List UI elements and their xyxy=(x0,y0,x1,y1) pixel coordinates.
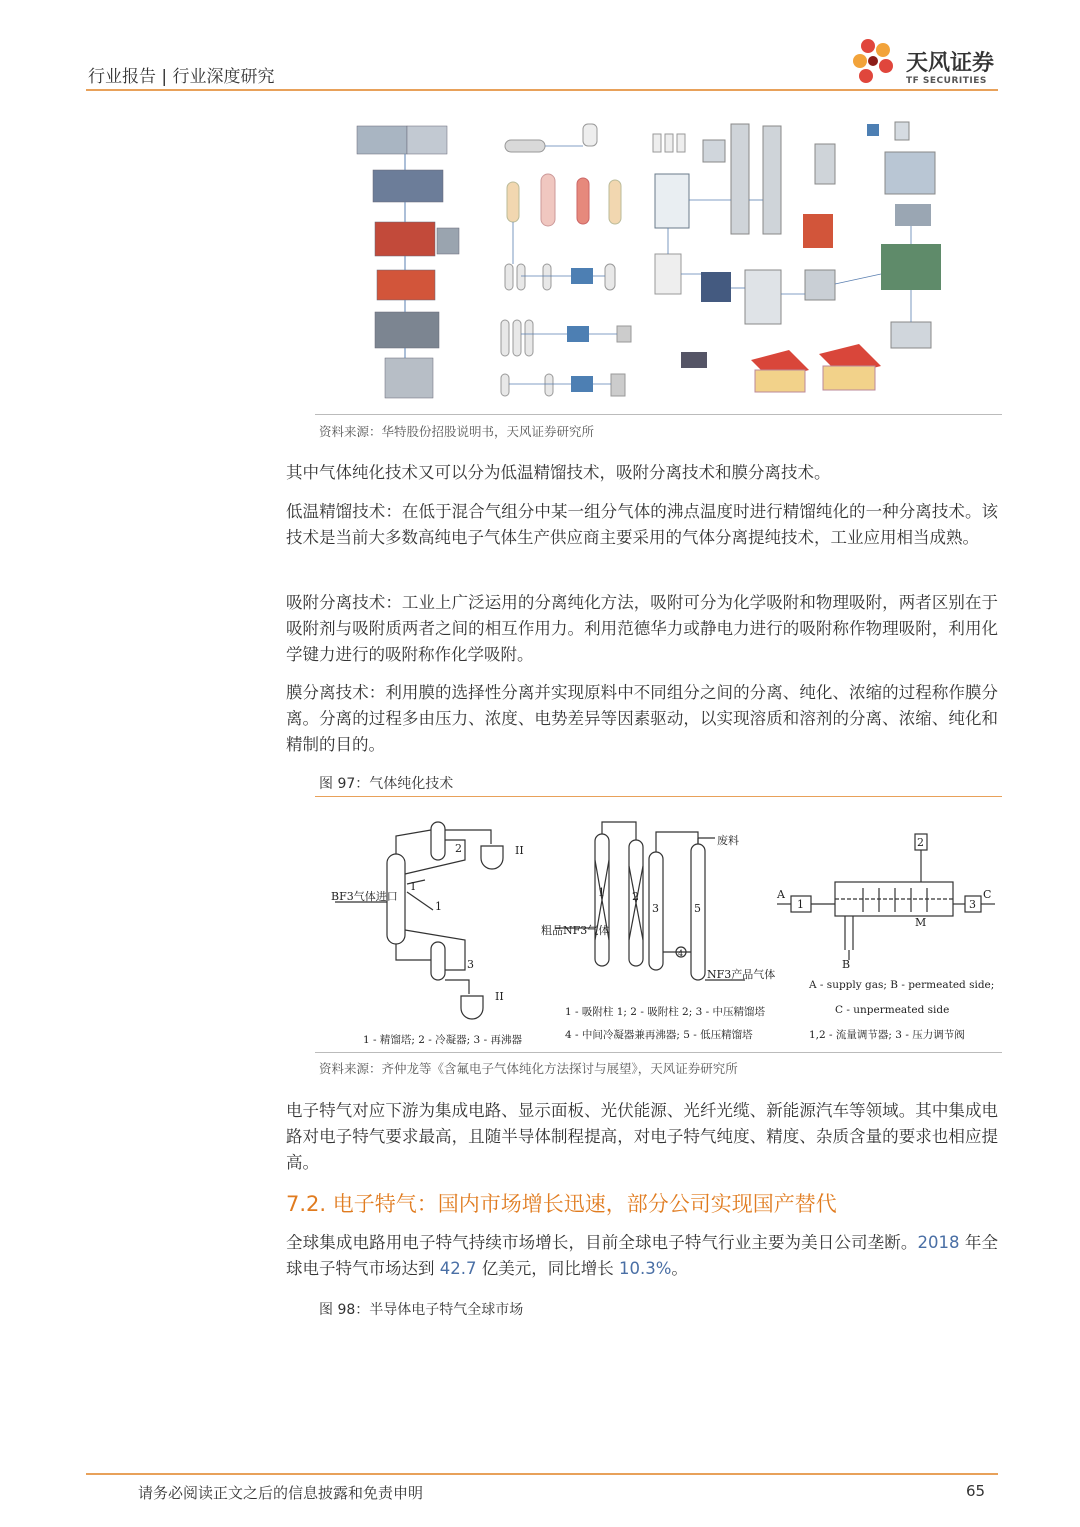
diagram1-label-II-top: II xyxy=(515,844,524,857)
diagram3-label-C: C xyxy=(983,888,992,901)
footer-divider xyxy=(86,1473,998,1475)
process-flow-illustration xyxy=(315,104,1002,410)
paragraph-text: 低温精馏技术：在低于混合气组分中某一组分气体的沸点温度时进行精馏纯化的一种分离技术。该技术是当前大多数高纯电子气体生产供应商主要采用的气体分离提纯技术，工业应用相当成熟。 xyxy=(286,502,998,547)
diagram2-waste-label: 废料 xyxy=(717,834,739,847)
market-sentence-part1: 全球集成电路用电子特气持续市场增长，目前全球电子特气行业主要为美日公司垄断。 xyxy=(286,1233,918,1252)
diagram2-number-3: 3 xyxy=(652,902,659,915)
diagram1-label-I: I xyxy=(411,880,416,893)
diagram3-caption-line2: C - unpermeated side xyxy=(835,1004,950,1016)
diagram3-number-2: 2 xyxy=(917,836,924,849)
figure-97-diagrams xyxy=(315,800,1002,1050)
diagram1-inlet-label: BF3气体进口 xyxy=(331,890,398,903)
condenser xyxy=(431,822,445,860)
company-logo xyxy=(848,34,1008,90)
diagram3-label-M: M xyxy=(915,916,927,929)
paragraph-text xyxy=(286,1230,998,1282)
header-divider xyxy=(86,89,998,91)
paragraph-text: 其中气体纯化技术又可以分为低温精馏技术，吸附分离技术和膜分离技术。 xyxy=(286,463,831,482)
figure-97-title-divider xyxy=(315,796,1002,797)
market-sentence-part2: 年全球电子特气市场达到 xyxy=(286,1233,998,1278)
paragraph-membrane xyxy=(286,680,998,758)
figure-97-title: 图 97：气体纯化技术 xyxy=(319,776,454,792)
figure-97-source-note: 资料来源：齐仲龙等《含氟电子气体纯化方法探讨与展望》，天风证券研究所 xyxy=(319,1061,738,1076)
market-value: 42.7 xyxy=(439,1259,477,1278)
market-year: 2018 xyxy=(917,1233,960,1252)
paragraph-purification-intro xyxy=(286,460,998,486)
diagram3-caption-line3: 1,2 - 流量调节器; 3 - 压力调节阀 xyxy=(809,1029,965,1041)
figure-source-note: 资料来源：华特股份招股说明书，天风证券研究所 xyxy=(319,424,595,439)
logo-subtitle: TF SECURITIES xyxy=(906,76,987,86)
paragraph-cryogenic-distillation xyxy=(286,499,998,551)
figure-97-source-divider xyxy=(315,1052,1002,1053)
diagram3-number-3: 3 xyxy=(969,898,976,911)
diagram2-number-2: 2 xyxy=(632,890,639,903)
diagram1-label-II-bottom: II xyxy=(495,990,504,1003)
diagram2-caption-line2: 4 - 中间冷凝器兼再沸器; 5 - 低压精馏塔 xyxy=(565,1029,753,1041)
diagram3-label-A: A xyxy=(777,888,785,901)
process-flow-figure xyxy=(315,104,1002,410)
diagram2-product-label: NF3产品气体 xyxy=(707,968,776,981)
diagram1-number-2: 2 xyxy=(455,842,462,855)
figure-98-title: 图 98：半导体电子特气全球市场 xyxy=(319,1302,524,1318)
diagram3-label-B: B xyxy=(842,958,851,971)
diagram2-number-1: 1 xyxy=(598,886,605,899)
footer-disclaimer: 请务必阅读正文之后的信息披露和免责申明 xyxy=(138,1484,424,1502)
market-growth: 10.3% xyxy=(619,1259,672,1278)
figure-source-divider xyxy=(315,414,1002,415)
page-number: 65 xyxy=(966,1482,986,1500)
diagram2-caption-line1: 1 - 吸附柱 1; 2 - 吸附柱 2; 3 - 中压精馏塔 xyxy=(565,1006,765,1018)
paragraph-adsorption xyxy=(286,590,998,668)
market-sentence-part4: 。 xyxy=(671,1259,688,1278)
section-heading: 7.2. 电子特气：国内市场增长迅速，部分公司实现国产替代 xyxy=(286,1192,837,1216)
paragraph-text: 膜分离技术：利用膜的选择性分离并实现原料中不同组分之间的分离、纯化、浓缩的过程称作膜分离。分离的过程多由压力、浓度、电势差异等因素驱动，以实现溶质和溶剂的分离、浓缩、纯化和精制的目的。 xyxy=(286,683,998,754)
market-sentence-part3: 亿美元，同比增长 xyxy=(476,1259,619,1278)
diagram2-number-4: 4 xyxy=(678,949,684,958)
diagram3-number-1: 1 xyxy=(797,898,804,911)
paragraph-global-market xyxy=(286,1230,998,1282)
diagram2-number-5: 5 xyxy=(694,902,701,915)
diagram1-number-3: 3 xyxy=(467,958,474,971)
paragraph-text: 电子特气对应下游为集成电路、显示面板、光伏能源、光纤光缆、新能源汽车等领域。其中集成电路对电子特气要求最高，且随半导体制程提高，对电子特气纯度、精度、杂质含量的要求也相应提高。 xyxy=(286,1101,998,1172)
paragraph-text: 吸附分离技术：工业上广泛运用的分离纯化方法，吸附可分为化学吸附和物理吸附，两者区别在于吸附剂与吸附质两者之间的相互作用力。利用范德华力或静电力进行的吸附称作物理吸附，利用化学键力进行的吸附称作化学吸附。 xyxy=(286,593,998,664)
diagram3-caption-line1: A - supply gas; B - permeated side; xyxy=(809,979,995,991)
diagram1-number-1: 1 xyxy=(435,900,442,913)
logo-flower-icon xyxy=(848,34,904,90)
logo-name: 天风证券 xyxy=(906,51,995,76)
report-type-header: 行业报告 | 行业深度研究 xyxy=(88,67,275,87)
diagram2-crude-label: 粗品NF3气体 xyxy=(541,924,610,937)
gas-purification-diagram xyxy=(315,800,1002,1050)
diagram1-caption: 1 - 精馏塔; 2 - 冷凝器; 3 - 再沸器 xyxy=(363,1034,522,1046)
reboiler xyxy=(431,942,445,980)
paragraph-downstream-applications xyxy=(286,1098,998,1176)
